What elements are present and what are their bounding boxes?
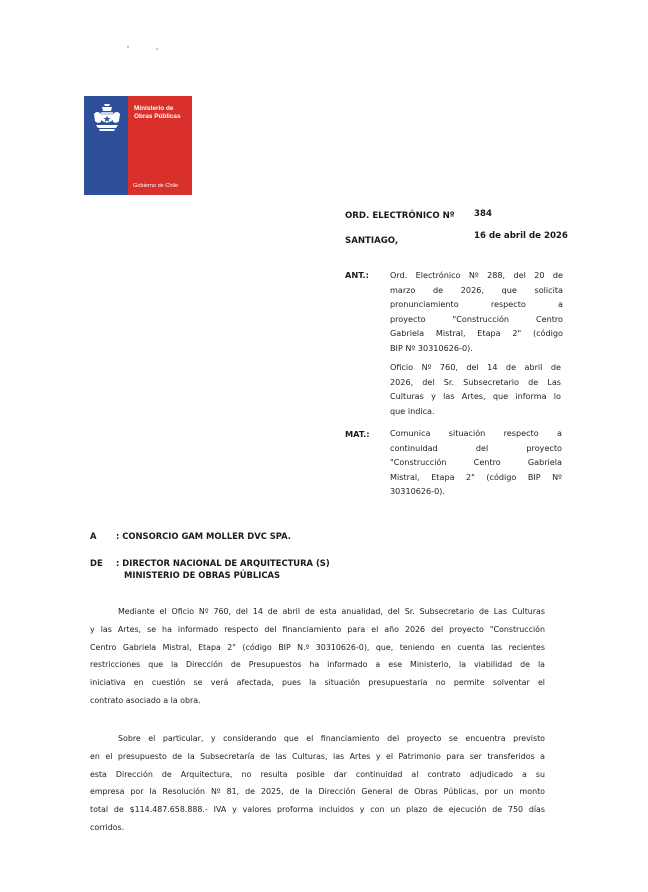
text-line: restricciones que la Dirección de Presupuestos ha informado a ese Ministerio, la viabilidad de la	[90, 660, 545, 670]
text-line: en el presupuesto de la Subsecretaría de las Culturas, las Artes y el Patrimonio para ser transferidos a	[90, 751, 545, 761]
text-line: y las Artes, se ha informado respecto del financiamiento para el año 2026 del proyecto "Construcción	[90, 624, 545, 634]
logo-government-name: Gobierno de Chile	[133, 183, 179, 189]
scan-speck	[127, 46, 129, 48]
text-line: 30310626-0).	[390, 486, 445, 496]
logo-ministry-name: Ministerio de Obras Públicas	[134, 105, 181, 120]
text-line: empresa por la Resolución Nº 81, de 2025, de la Dirección General de Obras Públicas, por un monto	[90, 787, 545, 797]
text-line: Oficio Nº 760, del 14 de abril de	[390, 362, 561, 372]
recipient-a-label: A	[90, 531, 97, 541]
text-line: contrato asociado a la obra.	[90, 695, 201, 705]
text-line: proyecto "Construcción Centro	[390, 313, 563, 324]
scan-speck	[156, 48, 158, 50]
ord-number: 384	[474, 209, 492, 219]
text-line: Comunica situación respecto a	[390, 428, 562, 438]
body-paragraph-2	[90, 730, 545, 837]
text-line: "Construcción Centro Gabriela	[390, 457, 562, 467]
text-line: continuidad del proyecto	[390, 442, 562, 453]
city-label: SANTIAGO,	[345, 236, 399, 246]
ministry-logo	[84, 96, 192, 195]
mat-label: MAT.:	[345, 429, 370, 439]
text-line: corridos.	[90, 822, 125, 832]
text-line: 2026, del Sr. Subsecretario de Las	[390, 376, 561, 387]
mat-text	[390, 426, 562, 499]
text-line: pronunciamiento respecto a	[390, 299, 563, 309]
text-line: Gabriela Mistral, Etapa 2" (código	[390, 328, 563, 338]
text-line: Mistral, Etapa 2" (código BIP Nº	[390, 471, 562, 482]
document-date: 16 de abril de 2026	[474, 231, 568, 241]
sender-de-label: DE	[90, 558, 103, 568]
text-line: Ord. Electrónico Nº 288, del 20 de	[390, 270, 563, 280]
text-line: Centro Gabriela Mistral, Etapa 2" (código BIP N.º 30310626-0), que, teniendo en cuenta las recientes	[90, 642, 545, 652]
recipient-a-text: : CONSORCIO GAM MOLLER DVC SPA.	[116, 531, 291, 541]
sender-de-line-2: MINISTERIO DE OBRAS PÚBLICAS	[124, 570, 281, 580]
logo-blue-band	[84, 140, 128, 195]
text-line: Culturas y las Artes, que informa lo	[390, 391, 561, 401]
sender-de-line-1: : DIRECTOR NACIONAL DE ARQUITECTURA (S)	[116, 558, 330, 568]
text-line: Sobre el particular, y considerando que el financiamiento del proyecto se encuentra previsto	[118, 734, 545, 743]
chile-coat-of-arms-icon	[90, 100, 124, 134]
text-line: BIP Nº 30310626-0).	[390, 342, 473, 353]
text-line: Mediante el Oficio Nº 760, del 14 de abril de esta anualidad, del Sr. Subsecretario de Las Culturas	[118, 607, 545, 616]
body-paragraph-1	[90, 603, 545, 710]
text-line: que indica.	[390, 405, 435, 416]
text-line: esta Dirección de Arquitectura, no resulta posible dar continuidad al contrato adjudicado a su	[90, 769, 545, 779]
ant-label: ANT.:	[345, 270, 369, 280]
ord-label: ORD. ELECTRÓNICO Nº	[345, 211, 455, 221]
text-line: marzo de 2026, que solicita	[390, 284, 563, 295]
ant-item-2	[390, 360, 561, 418]
text-line: total de $114.487.658.888.- IVA y valores proforma incluidos y con un plazo de ejecución de 750 días	[90, 805, 545, 815]
ant-item-1	[390, 268, 563, 355]
text-line: iniciativa en cuestión se verá afectada, pues la situación presupuestaria no permite solventar el	[90, 678, 545, 688]
